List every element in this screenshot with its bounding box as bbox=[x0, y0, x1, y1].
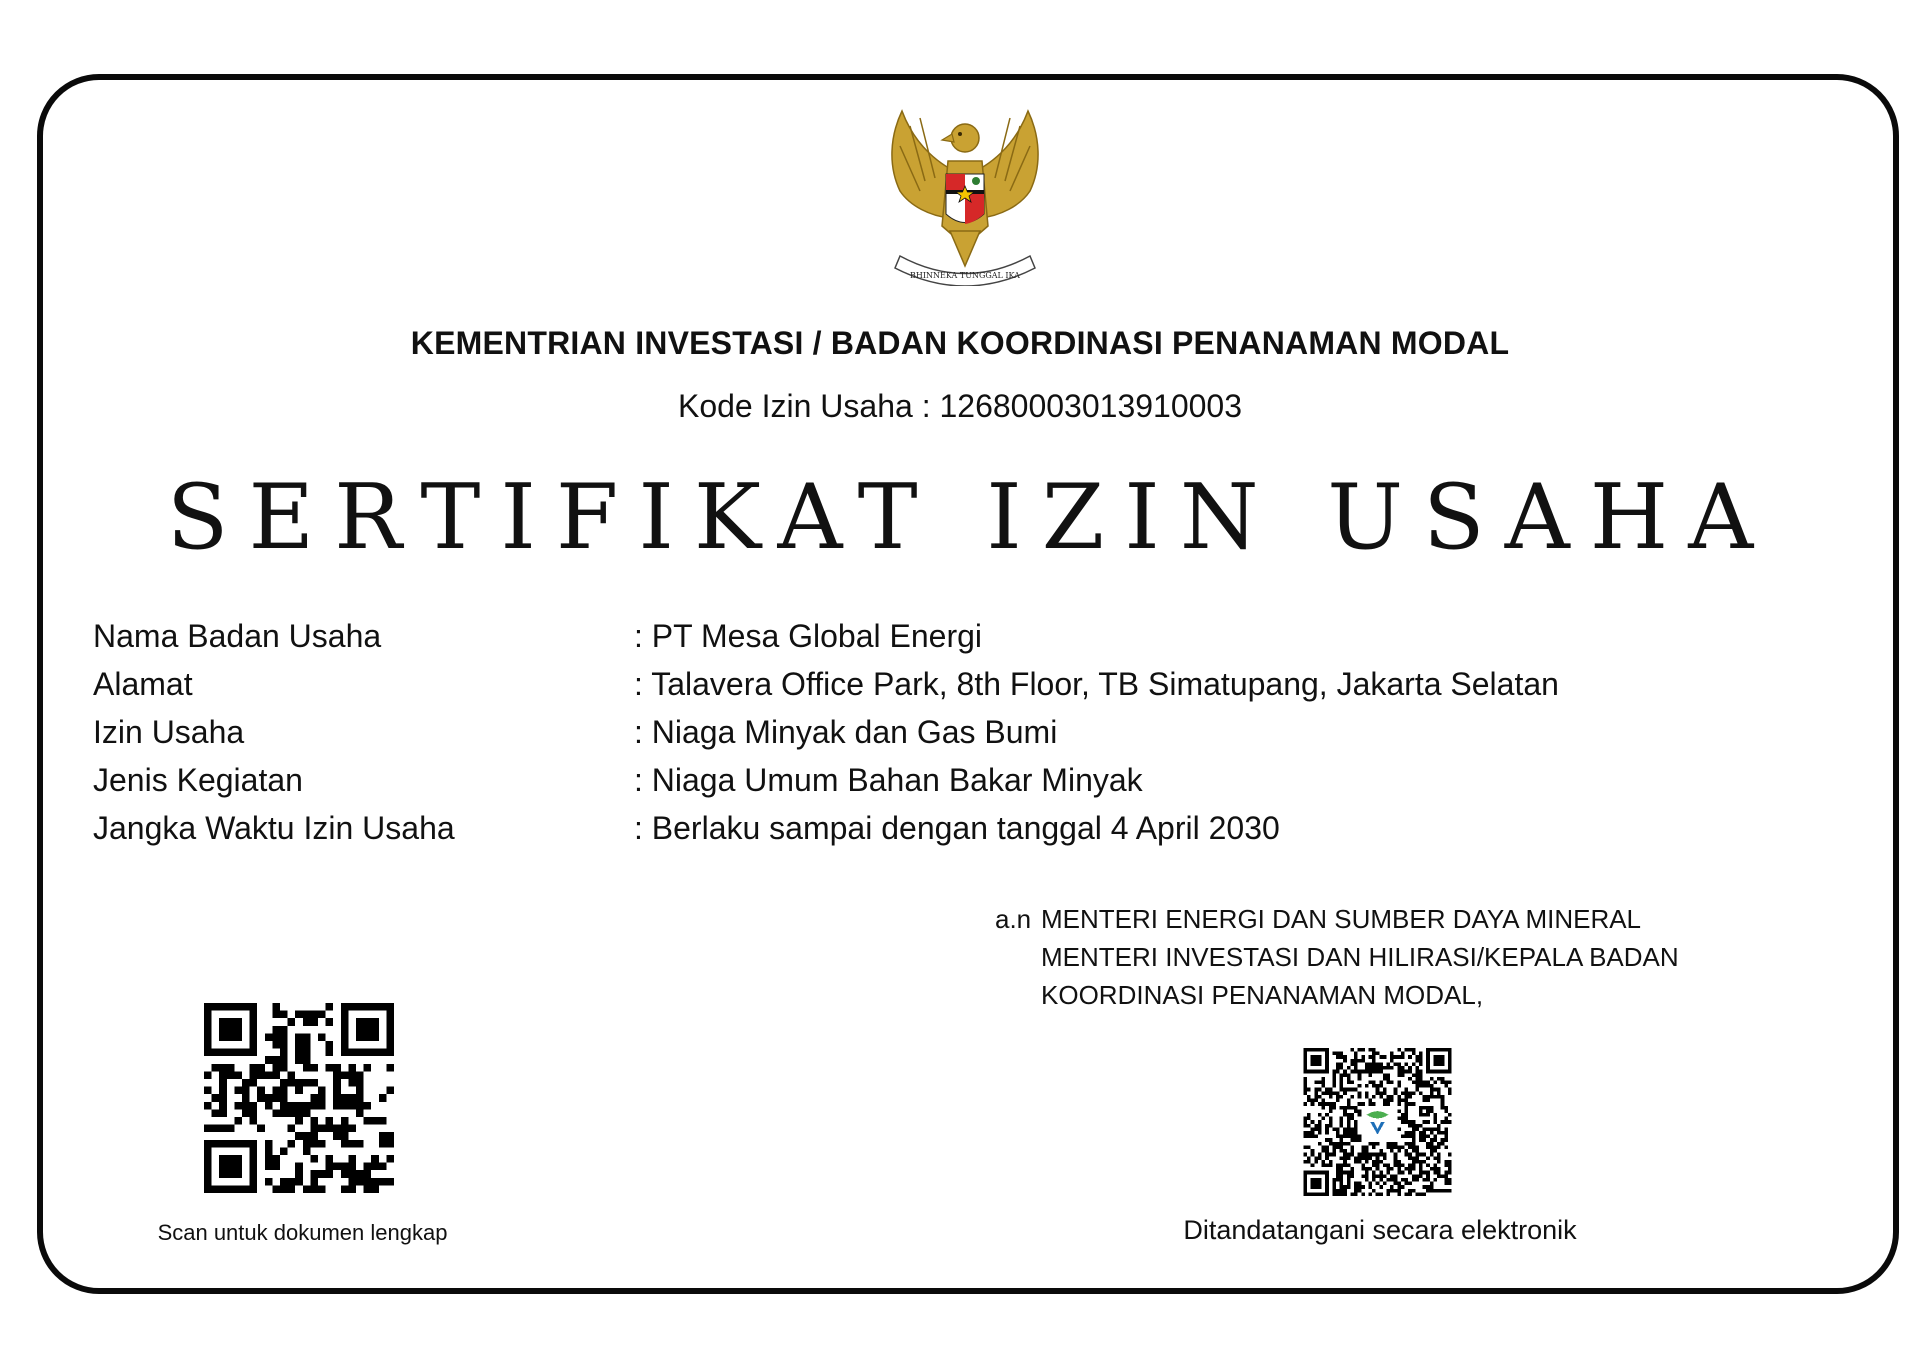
ministry-name: KEMENTRIAN INVESTASI / BADAN KOORDINASI PENANAMAN MODAL bbox=[410, 325, 1510, 361]
detail-row-company-name bbox=[93, 612, 1559, 660]
signatory-line-2: MENTERI INVESTASI DAN HILIRASI/KEPALA BADAN bbox=[1041, 942, 1679, 972]
detail-value: : Berlaku sampai dengan tanggal 4 April 2030 bbox=[634, 804, 1280, 852]
detail-label: Izin Usaha bbox=[93, 714, 245, 750]
signature-caption: Ditandatangani secara elektronik bbox=[1183, 1215, 1577, 1245]
license-code-value: 12680003013910003 bbox=[939, 388, 1243, 424]
qr-code-caption: Scan untuk dokumen lengkap bbox=[157, 1220, 448, 1245]
certificate-title: SERTIFIKAT IZIN USAHA bbox=[166, 465, 1774, 570]
detail-value: : Niaga Minyak dan Gas Bumi bbox=[634, 708, 1057, 756]
detail-row-address bbox=[93, 660, 1559, 708]
detail-value: : Niaga Umum Bahan Bakar Minyak bbox=[634, 756, 1143, 804]
signatory-prefix: a.n bbox=[995, 904, 1032, 934]
detail-row-validity bbox=[93, 804, 1559, 852]
detail-value: : Talavera Office Park, 8th Floor, TB Simatupang, Jakarta Selatan bbox=[634, 660, 1559, 708]
signature-qr-code-icon[interactable] bbox=[1300, 1048, 1455, 1196]
license-code-label: Kode Izin Usaha bbox=[677, 388, 913, 424]
detail-label: Alamat bbox=[93, 666, 193, 702]
bkpm-logo-icon bbox=[1361, 1106, 1393, 1138]
detail-row-activity-type bbox=[93, 756, 1559, 804]
signatory-line-1: MENTERI ENERGI DAN SUMBER DAYA MINERAL bbox=[1041, 904, 1642, 934]
signatory-line-3: KOORDINASI PENANAMAN MODAL, bbox=[1041, 980, 1484, 1010]
signatory-block bbox=[995, 900, 1679, 1014]
detail-label: Nama Badan Usaha bbox=[93, 618, 382, 654]
detail-row-license bbox=[93, 708, 1559, 756]
business-details bbox=[93, 612, 1559, 852]
detail-label: Jangka Waktu Izin Usaha bbox=[93, 810, 455, 846]
detail-label: Jenis Kegiatan bbox=[93, 762, 303, 798]
qr-code-icon[interactable] bbox=[204, 1003, 394, 1193]
license-code: Kode Izin Usaha : 12680003013910003 bbox=[677, 388, 1243, 424]
detail-value: : PT Mesa Global Energi bbox=[634, 612, 982, 660]
garuda-emblem-icon bbox=[880, 106, 1050, 286]
emblem-motto: BHINNEKA TUNGGAL IKA bbox=[910, 271, 1020, 280]
